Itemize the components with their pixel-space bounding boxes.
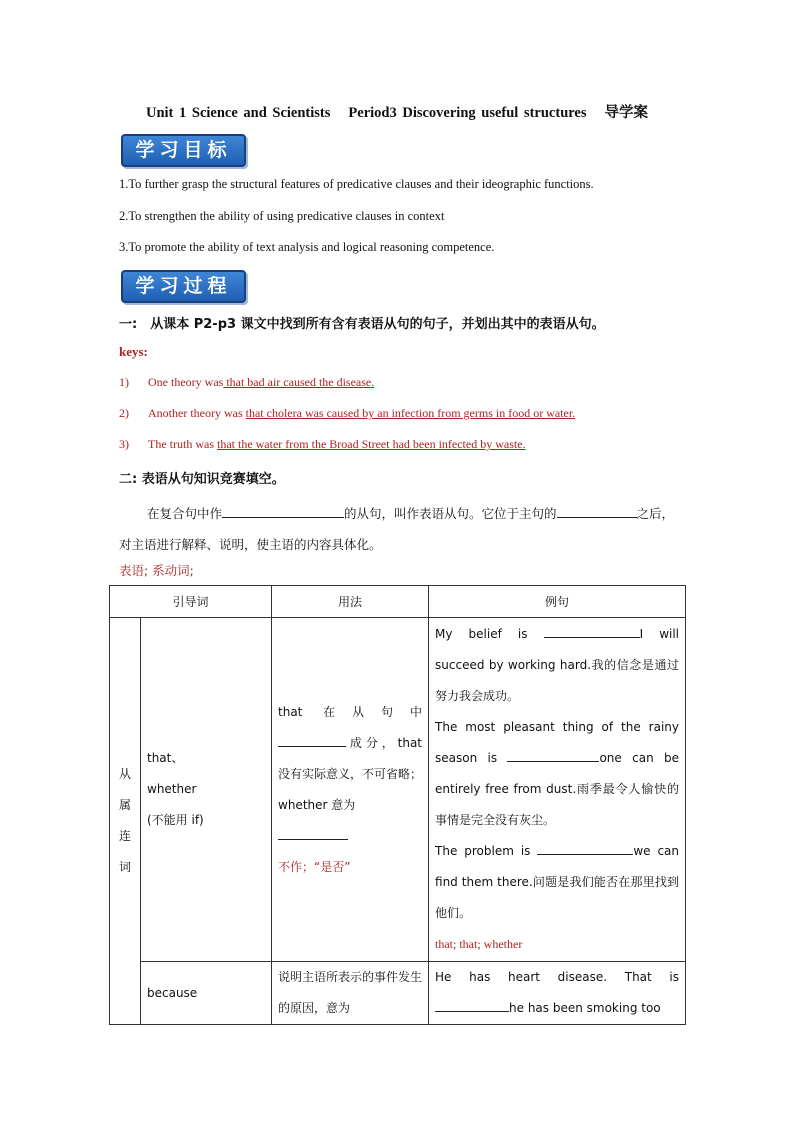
page-title: Unit 1 Science and Scientists Period3 Discovering useful structures 导学案 <box>145 105 649 121</box>
table-row <box>110 618 686 962</box>
blank-1[interactable] <box>222 505 344 518</box>
learning-objectives-banner: 学习目标 <box>121 134 246 167</box>
example-blank-3[interactable] <box>537 842 633 855</box>
key-item-1: 1) One theory was that bad air caused the disease. <box>119 375 375 389</box>
conjunction-cell: because <box>141 962 272 1025</box>
example-cell <box>429 618 686 962</box>
header-usage: 用法 <box>272 586 429 618</box>
usage-cell: 说明主语所表示的事件发生的原因，意为 <box>272 962 429 1025</box>
conjunction-table <box>109 585 686 1025</box>
section2-heading: 二: 表语从句知识竞赛填空。 <box>119 472 285 487</box>
objective-3: 3.To promote the ability of text analysis and logical reasoning competence. <box>119 240 495 254</box>
example-3: The problem is we can find them there.问题是我们能否在那里找到他们。 <box>435 844 680 920</box>
key-item-2: 2) Another theory was that cholera was caused by an infection from germs in food or water. <box>119 406 576 420</box>
conjunction-cell: that、 whether (不能用 if) <box>141 618 272 962</box>
example-blank-2[interactable] <box>507 749 599 762</box>
usage-blank-1[interactable] <box>278 734 346 747</box>
example-answer: that; that; whether <box>435 937 523 951</box>
example-1: My belief is I will succeed by working hard.我的信念是通过努力我会成功。 <box>435 627 680 703</box>
example-2: The most pleasant thing of the rainy season is one can be entirely free from dust.雨季最令人愉快的事情是完全没有灰尘。 <box>435 720 680 827</box>
example-cell: He has heart disease. That is he has been smoking too <box>429 962 686 1025</box>
header-conjunction: 引导词 <box>110 586 272 618</box>
example-blank-4[interactable] <box>435 999 509 1012</box>
section1-heading: 一: 从课本 P2-p3 课文中找到所有含有表语从句的句子，并划出其中的表语从句。 <box>119 317 605 332</box>
keys-label: keys: <box>119 344 148 359</box>
learning-process-banner: 学习过程 <box>121 270 246 303</box>
group-label: 从 属 连 词 <box>110 618 141 1025</box>
usage-cell: that 在从句中成分，that 没有实际意义，不可省略；whether 意为 不作；“是否” <box>272 618 429 962</box>
table-row <box>110 962 686 1025</box>
key-item-3: 3) The truth was that the water from the Broad Street had been infected by waste. <box>119 437 526 451</box>
fill-in-paragraph: 在复合句中作 的从句，叫作表语从句。它位于主句的 之后，对主语进行解释、说明，使主语的内容具体化。 <box>119 506 675 552</box>
usage-blank-2[interactable] <box>278 827 348 840</box>
example-blank-1[interactable] <box>544 625 640 638</box>
table-header-row <box>110 586 686 618</box>
header-example: 例句 <box>429 586 686 618</box>
objective-1: 1.To further grasp the structural features of predicative clauses and their ideographic functions. <box>119 177 594 191</box>
blank-2[interactable] <box>557 505 637 518</box>
objective-2: 2.To strengthen the ability of using predicative clauses in context <box>119 209 445 223</box>
answer-text: 表语; 系动词; <box>119 563 194 578</box>
